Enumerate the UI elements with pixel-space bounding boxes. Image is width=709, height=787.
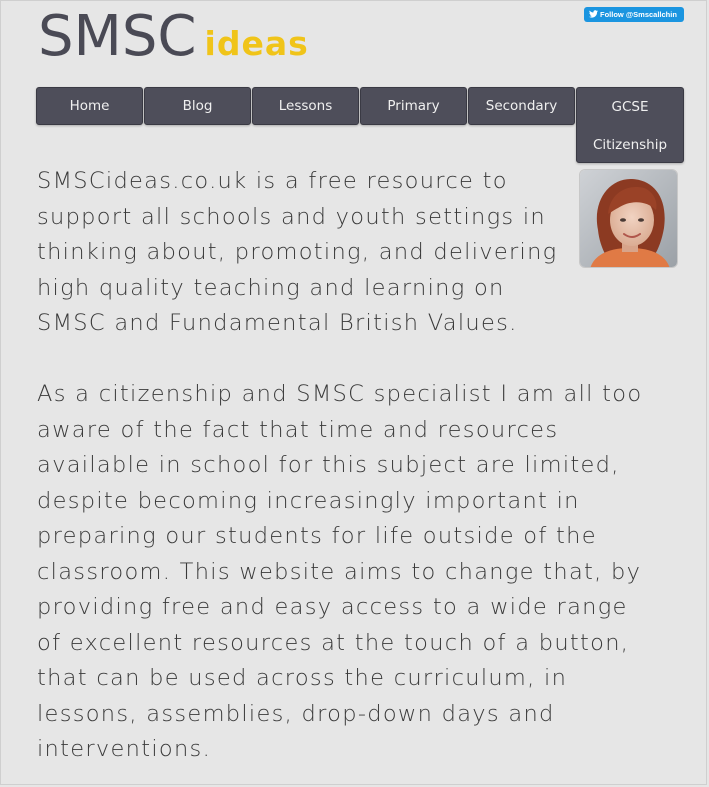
nav-gcse-line2: Citizenship [592,137,668,153]
about-line: As a citizenship and SMSC specialist I am all too [37,381,643,407]
nav-item-primary[interactable]: Primary [360,87,467,125]
twitter-follow-label: Follow @Smscallchin [600,10,677,19]
about-line: aware of the fact that time and resources [37,416,559,443]
nav-item-blog[interactable]: Blog [144,87,251,125]
nav-item-secondary[interactable]: Secondary [468,87,575,125]
about-line: despite becoming increasingly important in [37,487,580,514]
intro-line: high quality teaching and learning on [37,274,505,301]
twitter-follow-button[interactable] [584,7,684,22]
twitter-bird-icon [589,10,598,18]
intro-line: support all schools and youth settings in [37,203,546,230]
nav-gcse-line1: GCSE [611,99,649,115]
about-line: providing free and easy access to a wide range [37,594,628,620]
about-paragraph [37,377,697,768]
intro-line: SMSCideas.co.uk is a free resource to [37,168,508,194]
intro-line: thinking about, promoting, and delivering [37,239,558,265]
about-line: available in school for this subject are limited, [37,452,620,478]
about-line: that can be used across the curriculum, in [37,665,568,691]
logo-main-text: SMSC [38,4,197,69]
nav-item-lessons[interactable]: Lessons [252,87,359,125]
about-line: classroom. This website aims to change that, by [37,558,642,585]
author-photo [580,170,678,268]
nav-item-home[interactable]: Home [36,87,143,125]
logo-sub-text: ideas [204,24,309,63]
intro-line: SMSC and Fundamental British Values. [37,310,518,336]
about-line: lessons, assemblies, drop-down days and [37,700,555,727]
site-logo[interactable] [38,4,309,69]
nav-item-gcse-citizenship[interactable] [576,87,684,163]
about-line: interventions. [37,736,212,762]
author-avatar [579,169,678,268]
intro-paragraph [37,164,577,342]
about-line: preparing our students for life outside of the [37,523,597,549]
about-line: of excellent resources at the touch of a button, [37,629,630,656]
